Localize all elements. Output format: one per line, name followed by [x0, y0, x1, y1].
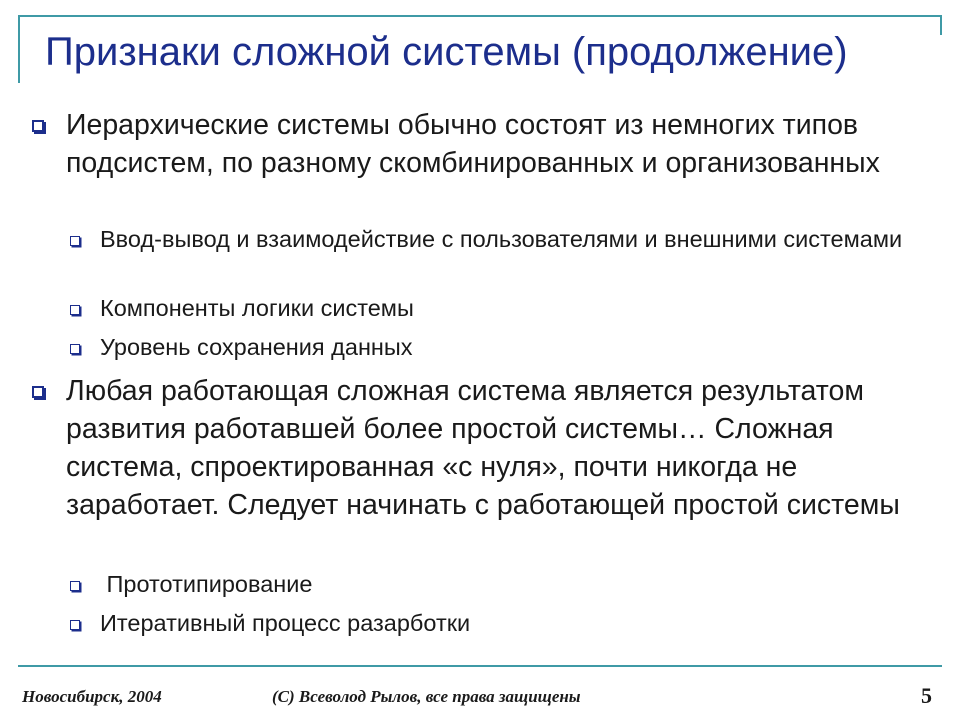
square-bullet-icon	[32, 120, 44, 132]
top-rule	[18, 15, 942, 17]
sub-point-text: Прототипирование	[100, 571, 313, 597]
sub-point-1-3	[100, 332, 920, 363]
square-bullet-icon	[70, 581, 80, 591]
page-number: 5	[921, 683, 932, 708]
sub-point-1-2	[100, 293, 920, 324]
footer-copyright: (C) Всеволод Рылов, все права защищены	[272, 687, 581, 706]
sub-point-text: Итеративный процесс разарботки	[100, 610, 471, 636]
square-bullet-icon	[32, 386, 44, 398]
square-bullet-icon	[70, 344, 80, 354]
sub-point-text: Уровень сохранения данных	[100, 334, 413, 360]
bullet-point-1	[66, 106, 936, 182]
sub-point-2-1	[100, 569, 920, 600]
right-rule	[940, 15, 942, 35]
sub-point-text: Компоненты логики системы	[100, 295, 414, 321]
bullet-point-2	[66, 372, 936, 524]
bottom-rule	[18, 665, 942, 667]
square-bullet-icon	[70, 236, 80, 246]
sub-point-2-2	[100, 608, 920, 639]
sub-point-text: Ввод-вывод и взаимодействие с пользователями и внешними системами	[100, 226, 903, 252]
sub-point-1-1	[100, 224, 920, 255]
left-rule	[18, 15, 20, 83]
bullet-point-text: Любая работающая сложная система является результатом развития работавшей более простой системы… Сложная система, спроектированная «с нуля», почти никогда не заработает. Следует начинать с работающей простой системы	[66, 375, 900, 521]
square-bullet-icon	[70, 305, 80, 315]
bullet-point-text: Иерархические системы обычно состоят из немногих типов подсистем, по разному скомбинированных и организованных	[66, 109, 880, 179]
footer-location: Новосибирск, 2004	[22, 687, 162, 706]
slide-title: Признаки сложной системы (продолжение)	[45, 30, 848, 74]
square-bullet-icon	[70, 620, 80, 630]
